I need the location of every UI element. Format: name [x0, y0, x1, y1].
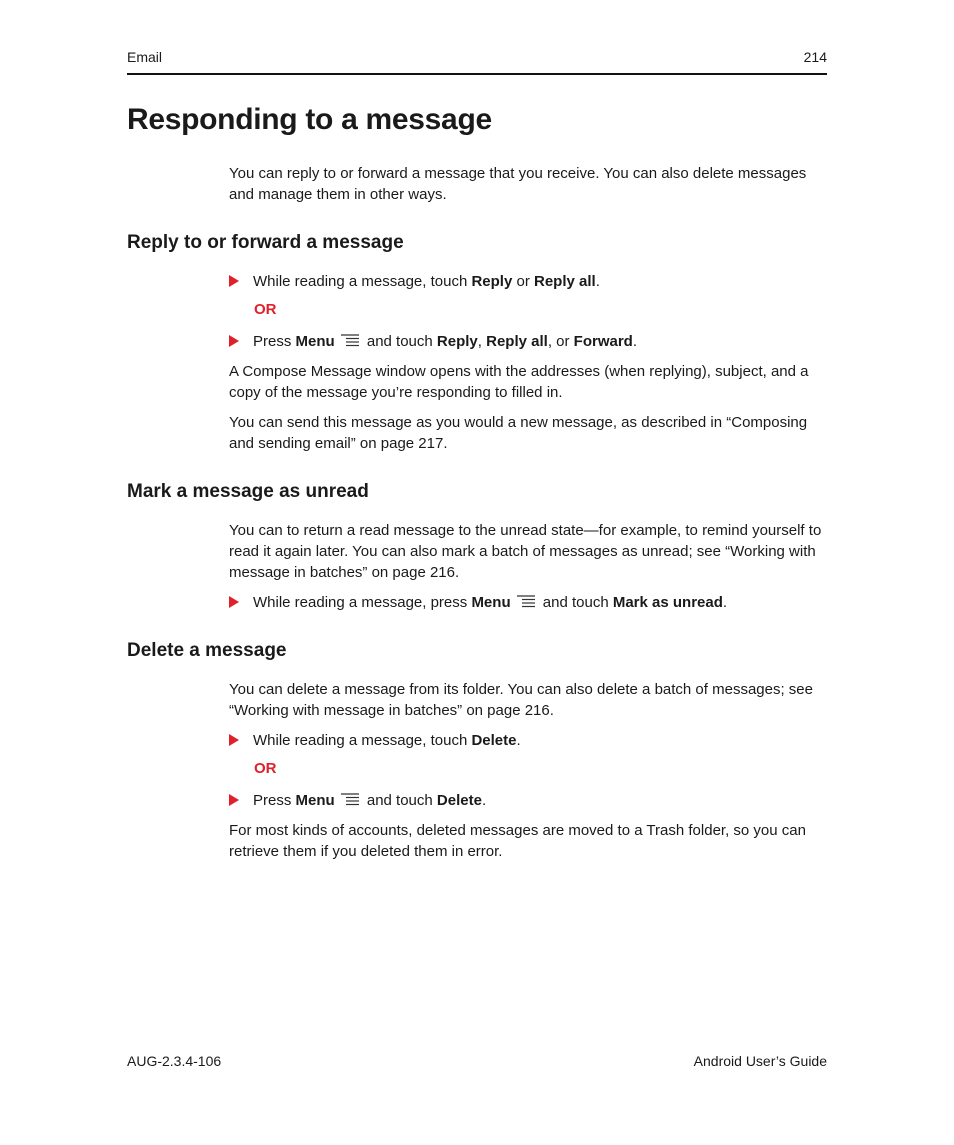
delete-paragraph-1: You can delete a message from its folder. You can also delete a batch of messages; see “Working with message in batches” on page 216. — [229, 681, 813, 719]
bullet-reply-1: While reading a message, touch Reply or Reply all. — [229, 271, 829, 292]
triangle-bullet-icon — [229, 734, 239, 746]
keyword-reply-all: Reply all — [534, 273, 596, 290]
menu-icon — [341, 793, 359, 806]
bullet-unread: While reading a message, press Menu and touch Mark as unread. — [229, 592, 829, 613]
reply-paragraph-2: You can send this message as you would a new message, as described in “Composing and sending email” on page 217. — [229, 414, 808, 452]
bullet-reply-2: Press Menu and touch Reply, Reply all, or Forward. — [229, 331, 829, 352]
reply-paragraph-1: A Compose Message window opens with the addresses (when replying), subject, and a copy of the message you’re responding to filled in. — [229, 363, 809, 401]
header-page-number: 214 — [803, 49, 827, 65]
menu-icon — [341, 334, 359, 347]
triangle-bullet-icon — [229, 596, 239, 608]
triangle-bullet-icon — [229, 794, 239, 806]
heading-reply: Reply to or forward a message — [127, 232, 404, 253]
triangle-bullet-icon — [229, 275, 239, 287]
footer-doc-id: AUG-2.3.4-106 — [127, 1053, 222, 1069]
keyword-reply: Reply — [471, 273, 513, 290]
menu-icon — [517, 595, 535, 608]
page-title: Responding to a message — [127, 103, 492, 136]
or-label: OR — [254, 760, 277, 777]
intro-paragraph: You can reply to or forward a message that you receive. You can also delete messages and manage them in other ways. — [229, 165, 807, 203]
heading-unread: Mark a message as unread — [127, 481, 369, 502]
triangle-bullet-icon — [229, 335, 239, 347]
delete-paragraph-2: For most kinds of accounts, deleted messages are moved to a Trash folder, so you can retrieve them if you deleted them in error. — [229, 822, 806, 860]
heading-delete: Delete a message — [127, 640, 287, 661]
header-section: Email — [127, 49, 163, 65]
or-label: OR — [254, 301, 277, 318]
bullet-delete-2: Press Menu and touch Delete. — [229, 790, 829, 811]
unread-paragraph: You can to return a read message to the unread state—for example, to remind yourself to read it again later. You can also mark a batch of messages as unread; see “Working with message in batches” on page 216. — [229, 522, 822, 581]
page-header — [127, 49, 827, 75]
footer-doc-title: Android User’s Guide — [693, 1053, 827, 1069]
bullet-delete-1: While reading a message, touch Delete. — [229, 730, 829, 751]
